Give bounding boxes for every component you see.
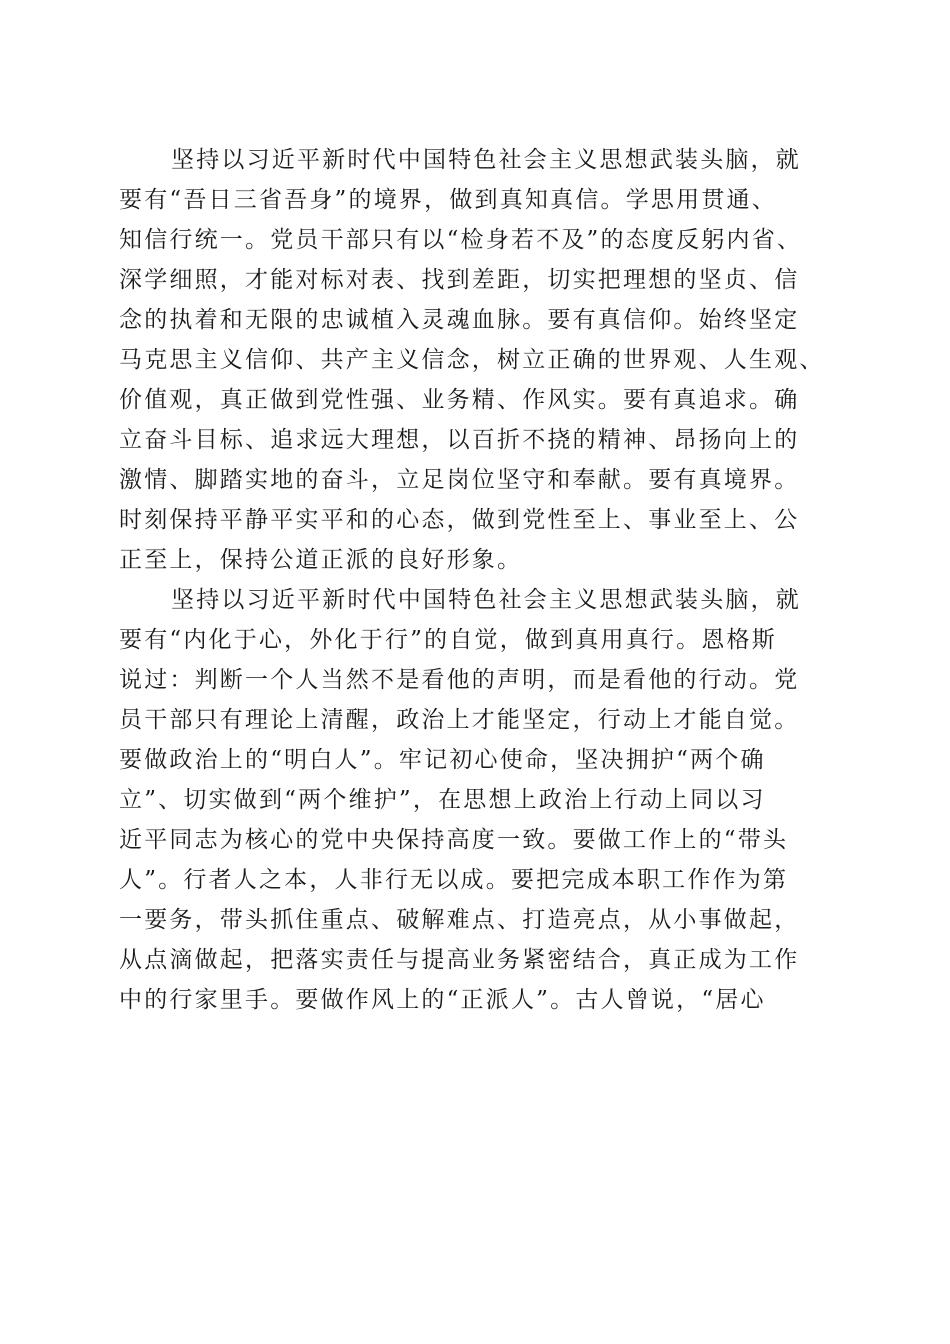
- paragraph-1: [119, 140, 839, 580]
- paragraph-line: 深学细照，才能对标对表、找到差距，切实把理想的坚贞、信: [119, 267, 800, 293]
- document-body: [119, 140, 839, 1020]
- paragraph-line: 坚持以习近平新时代中国特色社会主义思想武装头脑，就: [171, 147, 801, 173]
- paragraph-line: 从点滴做起，把落实责任与提高业务紧密结合，真正成为工作: [119, 947, 800, 973]
- paragraph-2: [119, 580, 839, 1020]
- paragraph-line: 坚持以习近平新时代中国特色社会主义思想武装头脑，就: [171, 587, 801, 613]
- paragraph-line: 中的行家里手。要做作风上的“正派人”。古人曾说，“居心: [119, 987, 766, 1013]
- paragraph-line: 知信行统一。党员干部只有以“检身若不及”的态度反躬内省、: [119, 227, 803, 253]
- paragraph-line: 要做政治上的“明白人”。牢记初心使命，坚决拥护“两个确: [119, 747, 766, 773]
- paragraph-line: 近平同志为核心的党中央保持高度一致。要做工作上的“带头: [119, 827, 789, 853]
- paragraph-line: 时刻保持平静平实平和的心态，做到党性至上、事业至上、公: [119, 507, 800, 533]
- paragraph-line: 要有“内化于心，外化于行”的自觉，做到真用真行。恩格斯: [119, 627, 777, 653]
- paragraph-line: 激情、脚踏实地的奋斗，立足岗位坚守和奉献。要有真境界。: [119, 467, 800, 493]
- paragraph-line: 价值观，真正做到党性强、业务精、作风实。要有真追求。确: [119, 387, 800, 413]
- paragraph-line: 要有“吾日三省吾身”的境界，做到真知真信。学思用贯通、: [119, 187, 777, 213]
- paragraph-line: 员干部只有理论上清醒，政治上才能坚定，行动上才能自觉。: [119, 707, 800, 733]
- paragraph-line: 正至上，保持公道正派的良好形象。: [119, 547, 523, 573]
- paragraph-line: 说过：判断一个人当然不是看他的声明，而是看他的行动。党: [119, 667, 800, 693]
- paragraph-line: 立”、切实做到“两个维护”，在思想上政治上行动上同以习: [119, 787, 766, 813]
- paragraph-line: 一要务，带头抓住重点、破解难点、打造亮点，从小事做起，: [119, 907, 800, 933]
- paragraph-line: 立奋斗目标、追求远大理想，以百折不挠的精神、昂扬向上的: [119, 427, 800, 453]
- paragraph-line: 念的执着和无限的忠诚植入灵魂血脉。要有真信仰。始终坚定: [119, 307, 800, 333]
- paragraph-line: 人”。行者人之本，人非行无以成。要把完成本职工作作为第: [119, 867, 789, 893]
- paragraph-line: 马克思主义信仰、共产主义信念，树立正确的世界观、人生观、: [119, 347, 825, 373]
